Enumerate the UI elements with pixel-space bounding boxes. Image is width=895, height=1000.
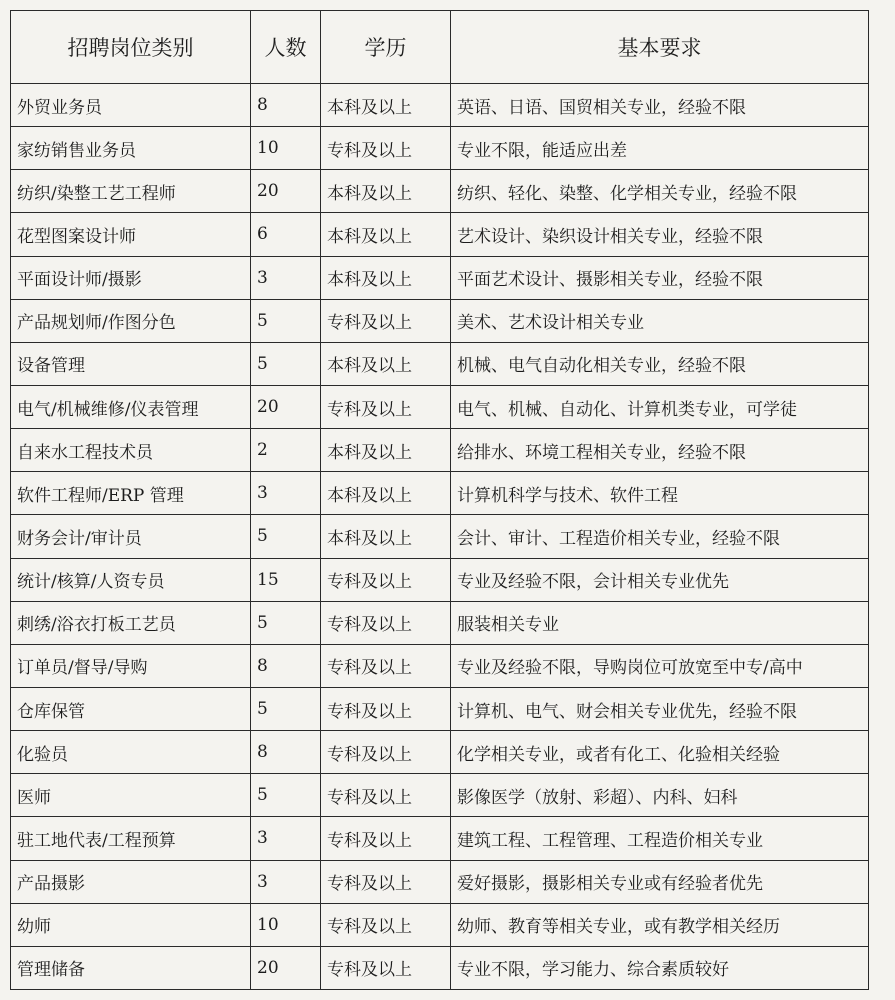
cell-position: 软件工程师/ERP 管理 [11,472,251,515]
cell-education: 本科及以上 [321,472,451,515]
cell-education: 专科及以上 [321,774,451,817]
cell-count: 3 [251,472,321,515]
cell-position: 仓库保管 [11,687,251,730]
table-row [11,687,869,730]
cell-position: 产品摄影 [11,860,251,903]
cell-count: 3 [251,860,321,903]
cell-position: 花型图案设计师 [11,213,251,256]
cell-requirements: 专业不限，学习能力、综合素质较好 [451,946,869,989]
cell-position: 刺绣/浴衣打板工艺员 [11,601,251,644]
table-row [11,127,869,170]
cell-count: 5 [251,601,321,644]
cell-requirements: 专业及经验不限，会计相关专业优先 [451,558,869,601]
cell-education: 专科及以上 [321,644,451,687]
cell-education: 专科及以上 [321,558,451,601]
cell-requirements: 机械、电气自动化相关专业，经验不限 [451,342,869,385]
cell-education: 专科及以上 [321,127,451,170]
cell-requirements: 给排水、环境工程相关专业，经验不限 [451,429,869,472]
cell-position: 驻工地代表/工程预算 [11,817,251,860]
cell-count: 5 [251,299,321,342]
cell-education: 本科及以上 [321,256,451,299]
cell-education: 专科及以上 [321,687,451,730]
cell-count: 5 [251,774,321,817]
table-row [11,385,869,428]
cell-position: 医师 [11,774,251,817]
table-row [11,558,869,601]
cell-requirements: 纺织、轻化、染整、化学相关专业，经验不限 [451,170,869,213]
table-row [11,256,869,299]
table-row [11,429,869,472]
table-header-row [11,11,869,84]
table-row [11,946,869,989]
cell-position: 幼师 [11,903,251,946]
cell-education: 专科及以上 [321,903,451,946]
cell-education: 专科及以上 [321,817,451,860]
cell-count: 2 [251,429,321,472]
cell-position: 财务会计/审计员 [11,515,251,558]
cell-education: 本科及以上 [321,515,451,558]
table-row [11,774,869,817]
recruitment-table [10,10,869,990]
table-row [11,817,869,860]
cell-education: 专科及以上 [321,860,451,903]
cell-count: 8 [251,644,321,687]
cell-requirements: 英语、日语、国贸相关专业，经验不限 [451,84,869,127]
cell-requirements: 服装相关专业 [451,601,869,644]
cell-count: 5 [251,515,321,558]
cell-requirements: 计算机、电气、财会相关专业优先，经验不限 [451,687,869,730]
table-row [11,903,869,946]
table-row [11,472,869,515]
cell-position: 家纺销售业务员 [11,127,251,170]
cell-count: 10 [251,903,321,946]
cell-position: 化验员 [11,731,251,774]
cell-position: 纺织/染整工艺工程师 [11,170,251,213]
cell-count: 8 [251,84,321,127]
cell-position: 设备管理 [11,342,251,385]
cell-requirements: 美术、艺术设计相关专业 [451,299,869,342]
cell-position: 产品规划师/作图分色 [11,299,251,342]
table-row [11,860,869,903]
cell-requirements: 爱好摄影，摄影相关专业或有经验者优先 [451,860,869,903]
cell-education: 专科及以上 [321,601,451,644]
cell-position: 统计/核算/人资专员 [11,558,251,601]
cell-education: 本科及以上 [321,429,451,472]
table-row [11,342,869,385]
cell-education: 专科及以上 [321,731,451,774]
cell-requirements: 艺术设计、染织设计相关专业，经验不限 [451,213,869,256]
table-body [11,84,869,990]
cell-count: 3 [251,817,321,860]
cell-count: 8 [251,731,321,774]
cell-position: 平面设计师/摄影 [11,256,251,299]
cell-requirements: 化学相关专业，或者有化工、化验相关经验 [451,731,869,774]
cell-count: 5 [251,342,321,385]
table-row [11,299,869,342]
table-row [11,644,869,687]
cell-education: 本科及以上 [321,342,451,385]
table-row [11,731,869,774]
cell-requirements: 计算机科学与技术、软件工程 [451,472,869,515]
cell-requirements: 会计、审计、工程造价相关专业，经验不限 [451,515,869,558]
cell-requirements: 专业及经验不限，导购岗位可放宽至中专/高中 [451,644,869,687]
cell-requirements: 建筑工程、工程管理、工程造价相关专业 [451,817,869,860]
header-count: 人数 [251,11,321,84]
cell-count: 20 [251,385,321,428]
cell-requirements: 幼师、教育等相关专业，或有教学相关经历 [451,903,869,946]
cell-position: 订单员/督导/导购 [11,644,251,687]
cell-count: 6 [251,213,321,256]
cell-requirements: 平面艺术设计、摄影相关专业，经验不限 [451,256,869,299]
cell-count: 20 [251,946,321,989]
table-row [11,213,869,256]
cell-count: 15 [251,558,321,601]
cell-position: 管理储备 [11,946,251,989]
header-education: 学历 [321,11,451,84]
cell-requirements: 影像医学（放射、彩超）、内科、妇科 [451,774,869,817]
cell-position: 外贸业务员 [11,84,251,127]
table-row [11,601,869,644]
cell-requirements: 电气、机械、自动化、计算机类专业，可学徒 [451,385,869,428]
cell-education: 本科及以上 [321,170,451,213]
cell-education: 本科及以上 [321,84,451,127]
cell-count: 10 [251,127,321,170]
cell-education: 专科及以上 [321,385,451,428]
table-row [11,170,869,213]
header-requirements: 基本要求 [451,11,869,84]
cell-count: 3 [251,256,321,299]
cell-count: 20 [251,170,321,213]
cell-education: 专科及以上 [321,299,451,342]
cell-position: 电气/机械维修/仪表管理 [11,385,251,428]
cell-position: 自来水工程技术员 [11,429,251,472]
table-row [11,515,869,558]
cell-education: 专科及以上 [321,946,451,989]
cell-education: 本科及以上 [321,213,451,256]
cell-count: 5 [251,687,321,730]
header-position: 招聘岗位类别 [11,11,251,84]
cell-requirements: 专业不限，能适应出差 [451,127,869,170]
table-row [11,84,869,127]
